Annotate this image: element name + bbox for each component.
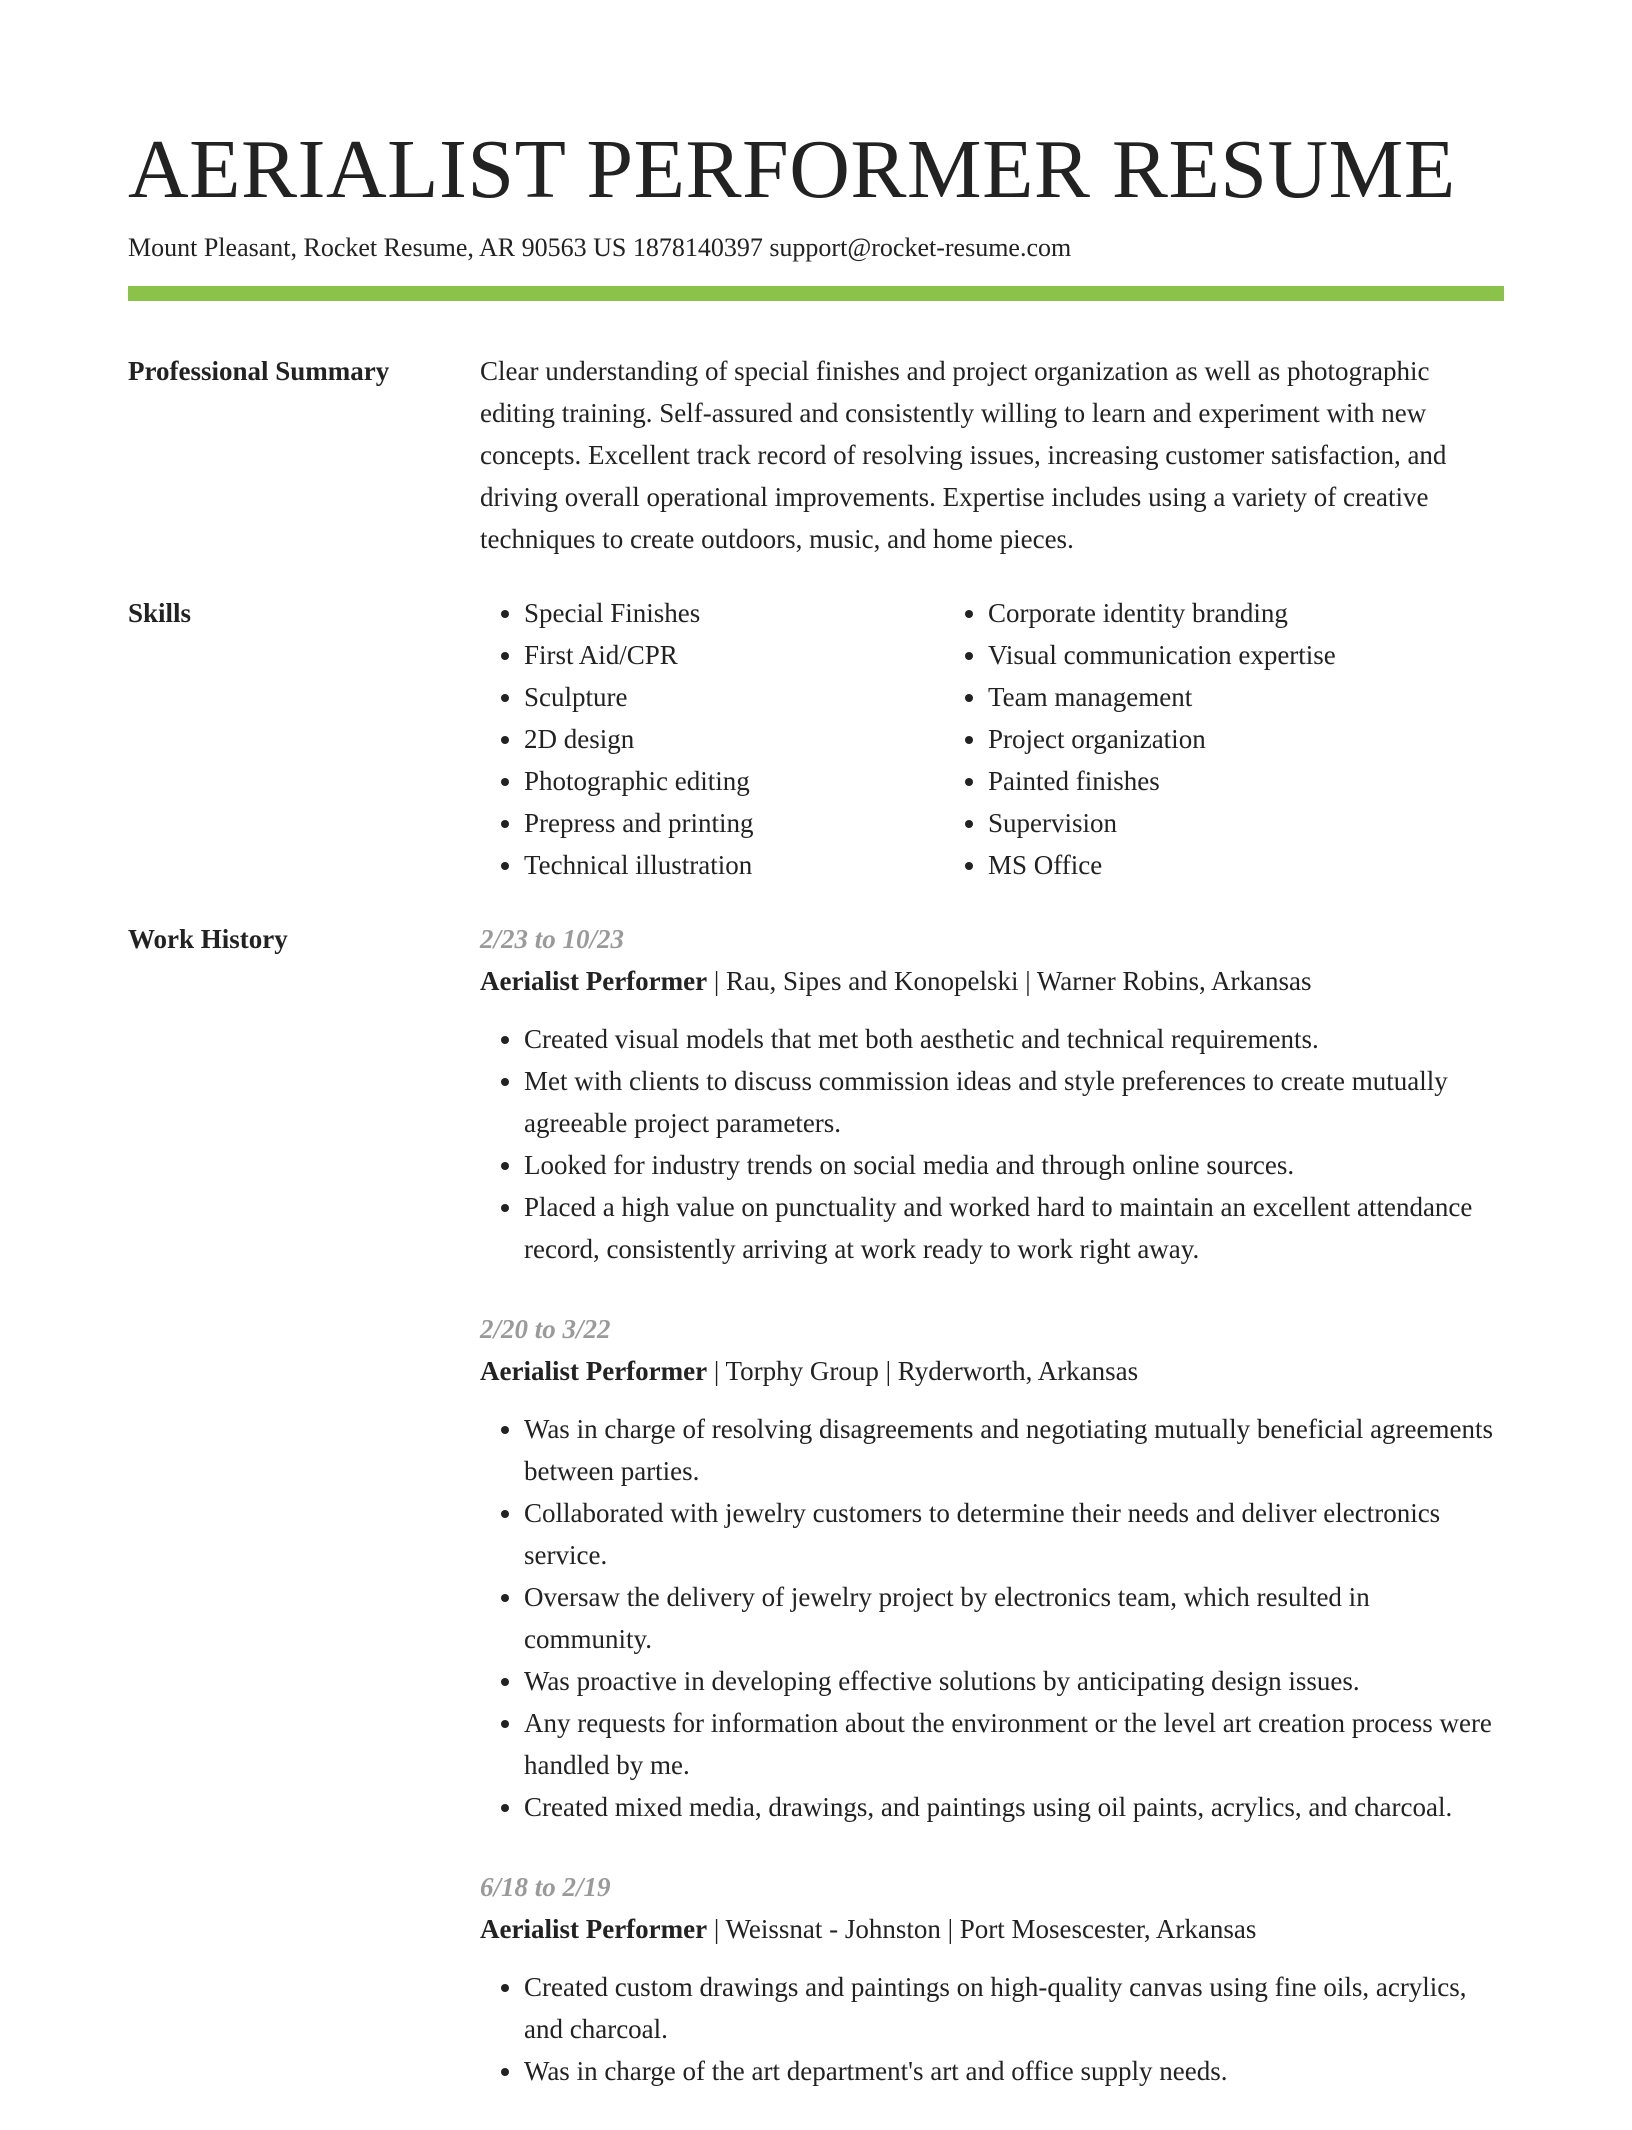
job-bullet: • Was in charge of the art department's art and office supply needs. xyxy=(524,2050,1504,2092)
job-bullet: • Was in charge of resolving disagreements and negotiating mutually beneficial agreements between parties. xyxy=(524,1408,1504,1492)
job-title: Aerialist Performer xyxy=(480,1356,708,1386)
job-title: Aerialist Performer xyxy=(480,966,708,996)
summary-text: Clear understanding of special finishes and project organization as well as photographic editing training. Self-assured and consistently willing to learn and experiment with new concepts. Excellent track record of resolving issues, increasing customer satisfaction, and driving overall operational improvements. Expertise includes using a variety of creative techniques to create outdoors, music, and home pieces. xyxy=(480,356,1447,554)
job-company-location: | Torphy Group | Ryderworth, Arkansas xyxy=(707,1356,1139,1386)
skill-item: • Visual communication expertise xyxy=(988,634,1504,676)
contact-line: Mount Pleasant, Rocket Resume, AR 90563 US 1878140397 support@rocket-resume.com xyxy=(128,233,1072,262)
job-bullet: • Placed a high value on punctuality and worked hard to maintain an excellent attendance record, consistently arriving at work ready to work right away. xyxy=(524,1186,1504,1270)
skill-item: • MS Office xyxy=(988,844,1504,886)
job-title-line xyxy=(480,1350,1504,1392)
skill-item: • Technical illustration xyxy=(524,844,940,886)
job-title: Aerialist Performer xyxy=(480,1914,708,1944)
job-entry xyxy=(480,1866,1504,2092)
job-dates: 6/18 to 2/19 xyxy=(480,1872,611,1902)
job-company-location: | Weissnat - Johnston | Port Mosescester, Arkansas xyxy=(707,1914,1257,1944)
job-bullets xyxy=(480,1018,1504,1270)
skills-body xyxy=(480,592,1504,886)
skill-item: • Corporate identity branding xyxy=(988,592,1504,634)
job-bullet: • Looked for industry trends on social media and through online sources. xyxy=(524,1144,1504,1186)
job-title-line xyxy=(480,1908,1504,1950)
job-bullet: • Created custom drawings and paintings on high-quality canvas using fine oils, acrylics, and charcoal. xyxy=(524,1966,1504,2050)
job-company-location: | Rau, Sipes and Konopelski | Warner Robins, Arkansas xyxy=(707,966,1312,996)
work-history-body xyxy=(480,918,1504,2130)
skills-heading: Skills xyxy=(128,598,192,628)
job-dates: 2/20 to 3/22 xyxy=(480,1314,611,1344)
skill-item: • Photographic editing xyxy=(524,760,940,802)
skills-list-left xyxy=(480,592,940,886)
summary-body xyxy=(480,350,1504,560)
job-dates: 2/23 to 10/23 xyxy=(480,924,625,954)
job-bullet: • Created visual models that met both aesthetic and technical requirements. xyxy=(524,1018,1504,1060)
job-bullets xyxy=(480,1966,1504,2092)
job-bullet: • Met with clients to discuss commission ideas and style preferences to create mutually agreeable project parameters. xyxy=(524,1060,1504,1144)
skills-columns xyxy=(480,592,1504,886)
skill-item: • Sculpture xyxy=(524,676,940,718)
summary-heading: Professional Summary xyxy=(128,356,390,386)
work-history-heading: Work History xyxy=(128,924,288,954)
skill-item: • 2D design xyxy=(524,718,940,760)
job-bullet: • Collaborated with jewelry customers to determine their needs and deliver electronics service. xyxy=(524,1492,1504,1576)
skill-item: • First Aid/CPR xyxy=(524,634,940,676)
job-title-line xyxy=(480,960,1504,1002)
skill-item: • Prepress and printing xyxy=(524,802,940,844)
header-divider xyxy=(128,286,1504,301)
skill-item: • Project organization xyxy=(988,718,1504,760)
job-bullet: • Created mixed media, drawings, and paintings using oil paints, acrylics, and charcoal. xyxy=(524,1786,1504,1828)
job-bullet: • Any requests for information about the environment or the level art creation process were handled by me. xyxy=(524,1702,1504,1786)
job-entry xyxy=(480,1308,1504,1828)
job-bullet: • Was proactive in developing effective solutions by anticipating design issues. xyxy=(524,1660,1504,1702)
skill-item: • Special Finishes xyxy=(524,592,940,634)
skills-list-right xyxy=(940,592,1504,886)
skill-item: • Supervision xyxy=(988,802,1504,844)
skill-item: • Painted finishes xyxy=(988,760,1504,802)
resume-title: AERIALIST PERFORMER RESUME xyxy=(128,123,1456,216)
job-bullets xyxy=(480,1408,1504,1828)
skill-item: • Team management xyxy=(988,676,1504,718)
job-bullet: • Oversaw the delivery of jewelry project by electronics team, which resulted in community. xyxy=(524,1576,1504,1660)
job-entry xyxy=(480,918,1504,1270)
